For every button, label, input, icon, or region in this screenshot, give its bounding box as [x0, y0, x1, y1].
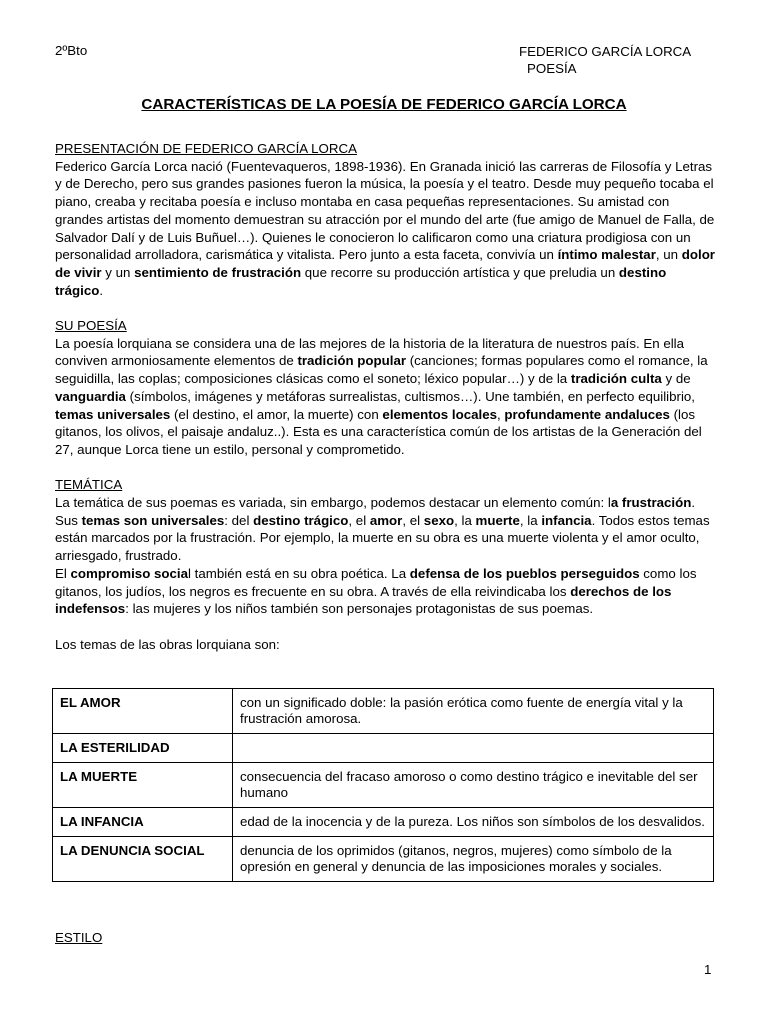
theme-description: con un significado doble: la pasión erótica como fuente de energía vital y la frustración amorosa. [233, 689, 714, 734]
theme-name: EL AMOR [53, 689, 233, 734]
header-genre: POESÍA [527, 61, 577, 76]
section-heading-tematica: TEMÁTICA [55, 477, 123, 493]
table-row [53, 734, 714, 763]
paragraph-poesia: La poesía lorquiana se considera una de las mejores de la historia de la literatura de nuestros país. En ella conviven armoniosamente elementos de tradición popular (canciones; formas populares como el romance, la seguidilla, las coplas; composiciones clásicas como el soneto; léxico popular…) y de la tradición culta y de vanguardia (símbolos, imágenes y metáforas surrealistas, cultismos…). Une también, en perfecto equilibrio, temas universales (el destino, el amor, la muerte) con elementos locales, profundamente andaluces (los gitanos, los olivos, el paisaje andaluz..). Esta es una característica común de los artistas de la Generación del 27, aunque Lorca tiene un estilo, personal y comprometido. [55, 335, 708, 457]
theme-name: LA DENUNCIA SOCIAL [53, 837, 233, 882]
section-heading-estilo: ESTILO [55, 930, 103, 945]
header-course: 2ºBto [55, 43, 88, 58]
theme-description: edad de la inocencia y de la pureza. Los niños son símbolos de los desvalidos. [233, 808, 714, 837]
paragraph-tematica-1: La temática de sus poemas es variada, sin embargo, podemos destacar un elemento común: la frustración. Sus temas son universales: del destino trágico, el amor, el sexo, la muerte, la infancia. Todos estos temas están marcados por la frustración. Por ejemplo, la muerte en su obra es una muerte violenta y el amor oculto, arriesgado, frustrado. [55, 495, 710, 564]
table-row [53, 837, 714, 882]
table-row [53, 808, 714, 837]
paragraph-tematica-2: El compromiso social también está en su obra poética. La defensa de los pueblos perseguidos como los gitanos, los judíos, los negros es frecuente en su obra. A través de ella reivindicaba los derechos de los indefensos: las mujeres y los niños también son personajes protagonistas de sus poemas. [55, 565, 697, 617]
table-intro: Los temas de las obras lorquiana son: [55, 636, 280, 652]
section-heading-poesia: SU POESÍA [55, 318, 127, 334]
paragraph-presentacion: Federico García Lorca nació (Fuentevaqueros, 1898-1936). En Granada inició las carreras de Filosofía y Letras y de Derecho, pero sus grandes pasiones fueron la música, la poesía y el teatro. Desde muy pequeño tocaba el piano, creaba y recitaba poesía e incluso montaba en casa pequeñas representaciones. Su amistad con grandes artistas del momento demuestran su atracción por el mundo del arte (fue amigo de Manuel de Falla, de Salvador Dalí y de Luis Buñuel…). Quienes le conocieron lo calificaron como una criatura prodigiosa con un personalidad arrolladora, carismática y vitalista. Pero junto a esta faceta, convivía un íntimo malestar, un dolor de vivir y un sentimiento de frustración que recorre su producción artística y que preludia un destino trágico. [55, 158, 715, 298]
section-heading-presentacion: PRESENTACIÓN DE FEDERICO GARCÍA LORCA [55, 141, 357, 156]
themes-table [52, 688, 714, 882]
theme-description: denuncia de los oprimidos (gitanos, negros, mujeres) como símbolo de la opresión en general y denuncia de las imposiciones morales y sociales. [233, 837, 714, 882]
document-body [55, 140, 715, 653]
theme-description: consecuencia del fracaso amoroso o como destino trágico e inevitable del ser humano [233, 763, 714, 808]
table-row [53, 689, 714, 734]
header-subject [519, 43, 691, 77]
theme-name: LA INFANCIA [53, 808, 233, 837]
theme-description [233, 734, 714, 763]
theme-name: LA MUERTE [53, 763, 233, 808]
page-number: 1 [704, 962, 712, 977]
page-title: CARACTERÍSTICAS DE LA POESÍA DE FEDERICO GARCÍA LORCA [141, 96, 627, 113]
header-author: FEDERICO GARCÍA LORCA [519, 44, 692, 59]
theme-name: LA ESTERILIDAD [53, 734, 233, 763]
table-row [53, 763, 714, 808]
